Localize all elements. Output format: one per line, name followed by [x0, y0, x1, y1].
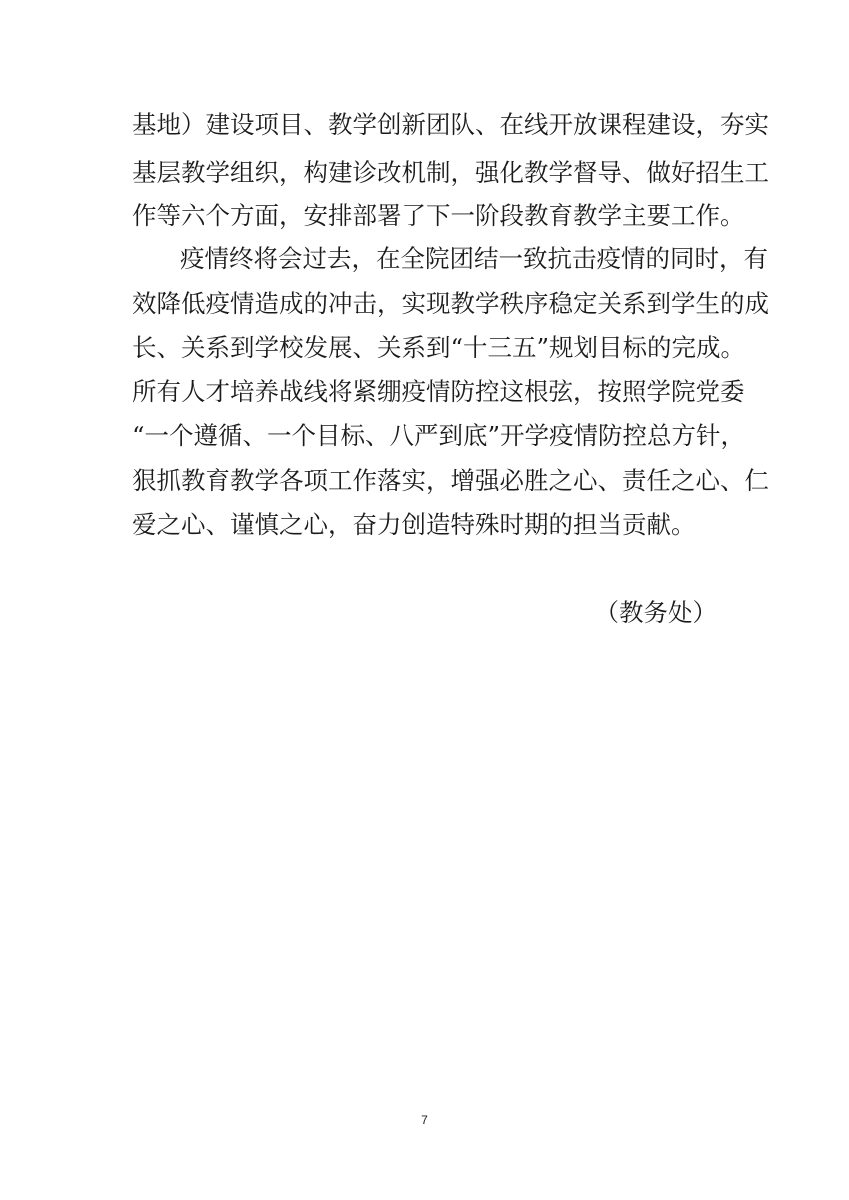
paragraph-line: “一个遵循、一个目标、八严到底”开学疫情防控总方针， — [132, 421, 746, 450]
page-number: 7 — [421, 1113, 428, 1127]
paragraph-line: 基地）建设项目、教学创新团队、在线开放课程建设，夯实 — [132, 110, 769, 139]
paragraph-line: 作等六个方面，安排部署了下一阶段教育教学主要工作。 — [132, 201, 745, 230]
author-signature: （教务处） — [594, 598, 717, 627]
paragraph-line: 所有人才培养战线将紧绷疫情防控这根弦，按照学院党委 — [132, 377, 745, 406]
paragraph-line: 疫情终将会过去，在全院团结一致抗击疫情的同时，有 — [180, 244, 768, 273]
paragraph-line: 狠抓教育教学各项工作落实，增强必胜之心、责任之心、仁 — [132, 466, 769, 495]
paragraph-line: 效降低疫情造成的冲击，实现教学秩序稳定关系到学生的成 — [132, 289, 769, 318]
paragraph-line: 爱之心、谨慎之心，奋力创造特殊时期的担当贡献。 — [132, 510, 696, 539]
paragraph-line: 长、关系到学校发展、关系到“十三五”规划目标的完成。 — [132, 333, 746, 362]
paragraph-line: 基层教学组织，构建诊改机制，强化教学督导、做好招生工 — [132, 158, 769, 187]
